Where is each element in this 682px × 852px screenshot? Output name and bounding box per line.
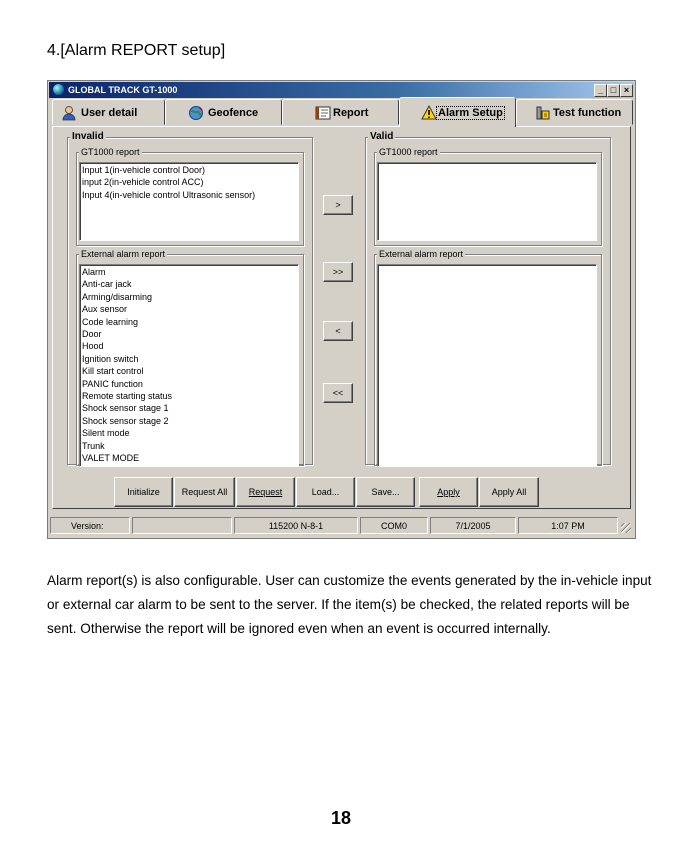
valid-group-title: Valid [370,131,394,142]
list-item[interactable]: Arming/disarming [82,291,153,302]
list-item[interactable]: Shock sensor stage 2 [82,415,169,426]
list-item[interactable]: Hood [82,341,104,352]
move-all-to-valid-button[interactable]: >> [323,262,353,282]
app-globe-icon [53,84,64,95]
alarm-setup-panel [52,126,631,509]
list-item[interactable]: Ignition switch [82,353,139,364]
status-bar [50,516,633,535]
status-version: Version: [50,517,130,534]
list-item[interactable]: Shock sensor stage 1 [82,403,169,414]
title-bar [49,82,634,98]
close-button[interactable]: × [620,84,633,97]
initialize-button[interactable]: Initialize [114,477,173,507]
minimize-button[interactable]: _ [594,84,607,97]
list-item[interactable]: input 2(in-vehicle control ACC) [82,177,204,188]
valid-external-title: External alarm report [379,249,464,259]
tab-bar [52,99,631,127]
valid-external-list[interactable] [377,264,597,467]
save-button[interactable]: Save... [356,477,415,507]
status-port: COM0 [360,517,428,534]
tab-report[interactable]: Report [282,99,399,125]
invalid-external-list[interactable] [79,264,299,467]
list-item[interactable]: VALET MODE [82,453,140,464]
globe-icon [188,105,204,121]
status-blank [132,517,232,534]
list-item[interactable]: Kill start control [82,366,144,377]
invalid-gt1000-list[interactable] [79,162,299,241]
move-all-to-invalid-button[interactable]: << [323,383,353,403]
tab-alarm-setup[interactable]: Alarm Setup [399,97,516,127]
status-serial: 115200 N-8-1 [234,517,358,534]
invalid-external-title: External alarm report [81,249,166,259]
tab-test-function[interactable]: Test function [516,99,633,125]
resize-grip-icon[interactable] [621,523,631,533]
test-tool-icon [535,105,551,121]
invalid-gt1000-title: GT1000 report [81,147,140,157]
list-item[interactable]: Alarm [82,267,106,277]
apply-all-button[interactable]: Apply All [479,477,539,507]
invalid-external-group [76,249,304,466]
tab-user-detail[interactable]: User detail [52,99,165,125]
valid-group [365,131,611,465]
window-title: GLOBAL TRACK GT-1000 [68,85,178,95]
valid-gt1000-title: GT1000 report [379,147,438,157]
list-item[interactable]: Input 1(in-vehicle control Door) [82,165,206,175]
page-number: 18 [330,808,352,828]
tab-geofence[interactable]: Geofence [165,99,282,125]
valid-external-group [374,249,602,466]
valid-gt1000-group [374,147,602,246]
list-item[interactable]: Trunk [82,440,105,451]
list-item[interactable]: Code learning [82,316,139,327]
request-all-button[interactable]: Request All [174,477,235,507]
list-item[interactable]: PANIC function [82,378,143,389]
request-button[interactable]: Request [236,477,295,507]
warning-icon [421,105,437,121]
load-button[interactable]: Load... [296,477,355,507]
section-heading: 4.[Alarm REPORT setup] [47,42,226,59]
status-time: 1:07 PM [518,517,618,534]
list-item[interactable]: Remote starting status [82,391,173,402]
valid-gt1000-list[interactable] [377,162,597,241]
status-date: 7/1/2005 [430,517,516,534]
invalid-gt1000-group [76,147,304,246]
invalid-group [67,131,313,465]
list-item[interactable]: Anti-car jack [82,279,132,290]
move-to-invalid-button[interactable]: < [323,321,353,341]
list-item[interactable]: Input 4(in-vehicle control Ultrasonic sensor) [82,189,256,200]
list-item[interactable]: Door [82,329,102,340]
list-item[interactable]: Aux sensor [82,304,128,315]
invalid-group-title: Invalid [72,131,104,142]
user-icon [61,105,77,121]
apply-button[interactable]: Apply [419,477,478,507]
app-window [47,80,636,539]
description-paragraph: Alarm report(s) is also configurable. User can customize the events generated by the in-vehicle input or external car alarm to be sent to the server. If the item(s) be checked, the related reports will be sent. Otherwise the report will be ignored even when an event is occurred internally. [47,573,652,636]
move-to-valid-button[interactable]: > [323,195,353,215]
maximize-button[interactable]: □ [607,84,620,97]
list-item[interactable]: Silent mode [82,428,130,439]
report-book-icon [315,105,331,121]
